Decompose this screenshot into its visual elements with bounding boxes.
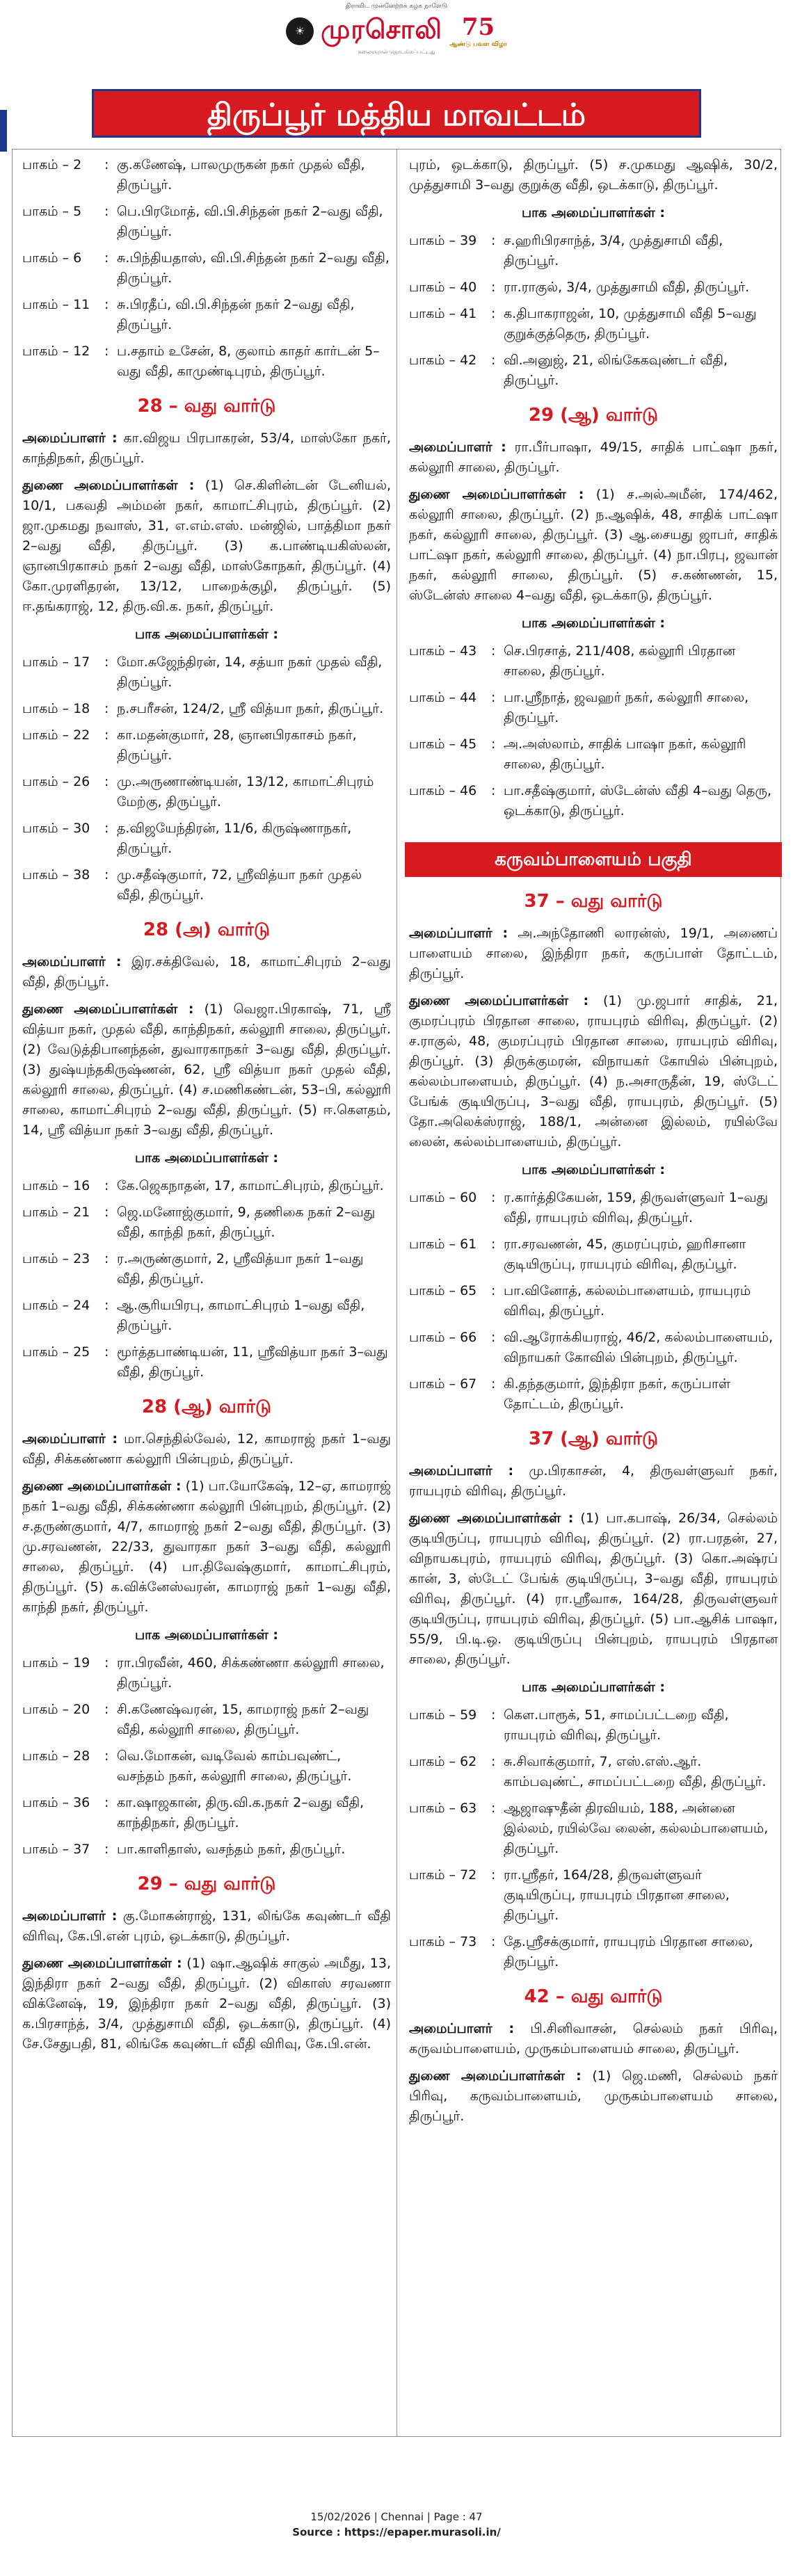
colon-separator: : <box>104 297 109 312</box>
booth-entry <box>409 781 778 821</box>
booth-label: பாகம் – 62 <box>409 1754 477 1769</box>
booth-label: பாகம் – 23 <box>22 1251 90 1266</box>
booth-entry <box>409 1188 778 1228</box>
organizer-paragraph <box>22 1476 391 1618</box>
colon-separator: : <box>491 1867 496 1883</box>
ward-heading: 37 (ஆ) வார்டு <box>528 1428 659 1449</box>
booth-label: பாகம் – 39 <box>409 233 477 248</box>
booth-organizer: அ.அஸ்லாம், சாதிக் பாஷா நகர், கல்லூரி சாலை, திருப்பூர். <box>504 736 746 772</box>
booth-label: பாகம் – 20 <box>22 1702 90 1717</box>
ward-heading: 28 – வது வார்டு <box>137 396 276 417</box>
booth-entry <box>22 1202 391 1243</box>
colon-separator: : <box>104 1748 109 1764</box>
booth-organizer: ரா.சரவணன், 45, குமரப்புரம், ஹரிசானா குடியிருப்பு, ராயபுரம் விரிவு, திருப்பூர். <box>504 1237 746 1272</box>
booth-label: பாகம் – 26 <box>22 774 90 789</box>
ward-heading: 37 – வது வார்டு <box>524 891 663 912</box>
booth-entry <box>22 1746 391 1787</box>
ward-heading: 28 (அ) வார்டு <box>143 919 271 940</box>
colon-separator: : <box>104 1205 109 1220</box>
booth-organizer: கே.ஜெகநாதன், 17, காமாட்சிபுரம், திருப்பூர். <box>117 1178 384 1193</box>
organizer-details: (1) வெஜா.பிரகாஷ், 71, ஸ்ரீ வித்யா நகர், முதல் வீதி, காந்திநகர், கல்லூரி சாலை, திருப்பூர். (2) வேடுத்திபானந்தன், துவாரகாநகர் 3–வது வீதி, திருப்பூர். (3) துஷ்யந்தகிருஷ்ணன், 62, ஸ்ரீ வித்யா நகர் முதல் வீதி, கல்லூரி சாலை, திருப்பூர். (4) ச.மணிகண்டன், 53–பி, கல்லூரி சாலை, காமாட்சிபுரம் 2–வது வீதி, திருப்பூர். (5) ஈ.கௌதம், 14, ஸ்ரீ வித்யா நகர் 3–வது வீதி, திருப்பூர். <box>22 1001 391 1138</box>
booth-entry <box>409 1705 778 1746</box>
booth-label: பாகம் – 17 <box>22 654 90 670</box>
jubilee-badge <box>449 13 507 49</box>
booth-organizer: செ.பிரசாத், 211/408, கல்லூரி பிரதான சாலை, திருப்பூர். <box>504 643 736 679</box>
booth-organizer: ரா.பிரவீன், 460, சிக்கண்ணா கல்லூரி சாலை, திருப்பூர். <box>117 1655 385 1691</box>
role-label: அமைப்பாளர் : <box>22 954 122 969</box>
organizer-paragraph <box>22 952 391 992</box>
colon-separator: : <box>104 774 109 789</box>
role-label: துணை அமைப்பாளர்கள் : <box>409 1511 574 1526</box>
logo-row <box>0 13 793 49</box>
booth-label: பாகம் – 28 <box>22 1748 90 1764</box>
organizer-details: (1) ச.அல்அமீன், 174/462, கல்லூரி சாலை, திருப்பூர். (2) ந.ஆஷிக், 48, சாதிக் பாட்ஷா நகர், கல்லூரி சாலை, திருப்பூர். (3) ஆ.சையது ஜாபர், சாதிக் பாட்ஷா நகர், கல்லூரி சாலை, திருப்பூர். (4) நா.பிரபு, ஜவான் நகர், கல்லூரி சாலை, திருப்பூர். (5) ச.கண்ணன், 15, ஸ்டேன்ஸ் சாலை 4–வது வீதி, ஒடக்காடு, திருப்பூர். <box>409 487 778 603</box>
booth-label: பாகம் – 46 <box>409 783 477 798</box>
booth-entry <box>409 351 778 391</box>
organizer-details: (1) பா.யோகேஷ், 12–ஏ, காமராஜ் நகர் 1–வது வீதி, சிக்கண்ணா கல்லூரி பின்புறம், திருப்பூர். (2) ச.தருண்குமார், 4/7, காமராஜ் நகர் 2–வது வீதி, திருப்பூர். (3) மு.சரவணன், 22/33, துவாரகா நகர் 3–வது வீதி, கல்லூரி சாலை, திருப்பூர். (4) பா.திவேஷ்குமார், காமாட்சிபுரம், திருப்பூர். (5) க.விக்னேஸ்வரன், காமராஜ் நகர் 1–வது வீதி, காந்தி நகர், திருப்பூர். <box>22 1479 391 1615</box>
colon-separator: : <box>491 1330 496 1345</box>
colon-separator: : <box>104 157 109 172</box>
booth-organizer: க.திபாகராஜன், 10, முத்துசாமி வீதி 5–வது குறுக்குத்தெரு, திருப்பூர். <box>504 306 757 341</box>
booth-label: பாகம் – 66 <box>409 1330 477 1345</box>
booth-label: பாகம் – 22 <box>22 727 90 743</box>
booth-entry <box>22 725 391 766</box>
booth-label: பாகம் – 30 <box>22 821 90 836</box>
booth-label: பாகம் – 67 <box>409 1376 477 1392</box>
role-label: துணை அமைப்பாளர்கள் : <box>22 1479 182 1494</box>
colon-separator: : <box>104 701 109 716</box>
booth-label: பாகம் – 60 <box>409 1190 477 1205</box>
booth-label: பாகம் – 25 <box>22 1344 90 1360</box>
ward-heading: 42 – வது வார்டு <box>524 1986 663 2007</box>
booth-organizer: வி.ஆரோக்கியராஜ், 46/2, கல்லம்பாளையம், விநாயகர் கோவில் பின்புறம், திருப்பூர். <box>504 1330 774 1365</box>
colon-separator: : <box>491 280 496 295</box>
role-label: அமைப்பாளர் : <box>22 1908 118 1924</box>
newspaper-logo: முரசொலி <box>321 13 443 45</box>
colon-separator: : <box>491 690 496 705</box>
booth-entry <box>409 231 778 271</box>
booth-label: பாகம் – 18 <box>22 701 90 716</box>
booth-entry <box>409 688 778 728</box>
booth-entry <box>22 1249 391 1289</box>
booth-organizers-subheading: பாக அமைப்பாளர்கள் : <box>521 1162 665 1177</box>
booth-organizer: ப.சதாம் உசேன், 8, குலாம் காதர் கார்டன் 5–வது வீதி, காமுண்டிபுரம், திருப்பூர். <box>117 344 380 379</box>
organizer-paragraph <box>409 1461 778 1502</box>
organizer-paragraph <box>22 476 391 617</box>
booth-organizer: சு.பிரதீப், வி.பி.சிந்தன் நகர் 2–வது வீதி, திருப்பூர். <box>117 297 355 332</box>
booth-organizer: மு.சதீஷ்குமார், 72, ஸ்ரீவித்யா நகர் முதல் வீதி, திருப்பூர். <box>117 867 362 903</box>
masthead-tagline: திராவிட முன்னேற்றக் கழக நாளேடு <box>345 3 448 10</box>
booth-entry <box>22 652 391 693</box>
booth-label: பாகம் – 40 <box>409 280 477 295</box>
booth-entry <box>409 1328 778 1368</box>
left-accent-bar <box>0 110 7 152</box>
colon-separator: : <box>491 306 496 321</box>
colon-separator: : <box>104 344 109 359</box>
booth-entry <box>409 641 778 682</box>
booth-entry <box>22 1840 391 1860</box>
role-label: துணை அமைப்பாளர்கள் : <box>409 993 589 1008</box>
booth-label: பாகம் – 72 <box>409 1867 477 1883</box>
colon-separator: : <box>104 1178 109 1193</box>
colon-separator: : <box>104 204 109 219</box>
booth-label: பாகம் – 61 <box>409 1237 477 1252</box>
booth-organizer: கா.ஷாஜகான், திரு.வி.க.நகர் 2–வது வீதி, காந்திநகர், திருப்பூர். <box>117 1795 365 1830</box>
booth-organizers-subheading: பாக அமைப்பாளர்கள் : <box>134 627 278 642</box>
booth-entry <box>22 772 391 812</box>
booth-organizer: ஜெ.மனோஜ்குமார், 9, தணிகை நகர் 2–வது வீதி, காந்தி நகர், திருப்பூர். <box>117 1205 376 1240</box>
booth-entry <box>22 699 391 719</box>
masthead-subtag: கலைஞரால் தொடங்கப்பட்டது <box>358 49 435 55</box>
booth-organizer: தே.ஸ்ரீசக்குமார், ராயபுரம் பிரதான சாலை, திருப்பூர். <box>504 1934 753 1970</box>
booth-organizer: பா.சதீஷ்குமார், ஸ்டேன்ஸ் வீதி 4–வது தெரு, ஒடக்காடு, திருப்பூர். <box>504 783 772 819</box>
booth-entry <box>409 1234 778 1275</box>
booth-organizer: பா.ஸ்ரீநாத், ஜவஹர் நகர், கல்லூரி சாலை, திருப்பூர். <box>504 690 749 725</box>
colon-separator: : <box>491 1754 496 1769</box>
booth-label: பாகம் – 65 <box>409 1283 477 1298</box>
organizer-details: புரம், ஒடக்காடு, திருப்பூர். (5) ச.முகமது ஆஷிக், 30/2, முத்துசாமி 3–வது குறுக்கு வீதி, ஒடக்காடு, திருப்பூர். <box>409 157 778 193</box>
organizer-paragraph <box>22 1429 391 1470</box>
colon-separator: : <box>491 1934 496 1949</box>
booth-organizer: பா.வினோத், கல்லம்பாளையம், ராயபுரம் விரிவு, திருப்பூர். <box>504 1283 751 1319</box>
role-label: அமைப்பாளர் : <box>22 1431 118 1447</box>
colon-separator: : <box>491 1376 496 1392</box>
booth-label: பாகம் – 21 <box>22 1205 90 1220</box>
booth-entry <box>409 1798 778 1859</box>
booth-entry <box>22 155 391 195</box>
booth-entry <box>409 1374 778 1415</box>
booth-organizers-subheading: பாக அமைப்பாளர்கள் : <box>521 205 665 220</box>
booth-organizer: சு.பிந்தியதாஸ், வி.பி.சிந்தன் நகர் 2–வது வீதி, திருப்பூர். <box>117 250 390 286</box>
organizer-details: மா.செந்தில்வேல், 12, காமராஜ் நகர் 1–வது வீதி, சிக்கண்ணா கல்லூரி பின்புறம், திருப்பூர். <box>22 1431 391 1467</box>
booth-organizer: ந.சபரீசன், 124/2, ஸ்ரீ வித்யா நகர், திருப்பூர். <box>117 701 384 716</box>
organizer-details: (1) ஜெ.மணி, செல்லம் நகர் பிரிவு, கருவம்பாளையம், முருகம்பாளையம் சாலை, திருப்பூர். <box>409 2068 778 2124</box>
booth-organizer: ஆஜாஷுதீன் திரவியம், 188, அன்னை இல்லம், ரயில்வே லைன், கல்லம்பாளையம், திருப்பூர். <box>504 1801 769 1856</box>
masthead <box>0 0 793 55</box>
jubilee-label: ஆண்டு பவள விழா <box>449 41 507 48</box>
booth-entry <box>409 734 778 775</box>
colon-separator: : <box>104 1795 109 1810</box>
organizer-paragraph <box>22 1954 391 2054</box>
booth-organizer: கி.தந்தகுமார், இந்திரா நகர், கருப்பாள் தோட்டம், திருப்பூர். <box>504 1376 731 1412</box>
booth-organizer: ஆ.சூரியபிரபு, காமாட்சிபுரம் 1–வது வீதி, திருப்பூர். <box>117 1298 365 1333</box>
ward-heading: 28 (ஆ) வார்டு <box>141 1396 272 1417</box>
booth-organizer: ரா.ஸ்ரீதர், 164/28, திருவள்ளுவர் குடியிருப்பு, ராயபுரம் பிரதான சாலை, திருப்பூர். <box>504 1867 730 1923</box>
booth-label: பாகம் – 41 <box>409 306 477 321</box>
organizer-paragraph <box>409 2066 778 2127</box>
booth-entry <box>409 304 778 344</box>
left-column <box>22 155 391 2061</box>
booth-organizers-subheading: பாக அமைப்பாளர்கள் : <box>521 1680 665 1695</box>
booth-entry <box>22 1700 391 1740</box>
organizer-details: மு.பிரகாசன், 4, திருவள்ளுவர் நகர், ராயபுரம் விரிவு, திருப்பூர். <box>409 1463 778 1499</box>
organizer-details: கு.மோகன்ராஜ், 131, லிங்கே கவுண்டர் வீதி விரிவு, கே.பி.என் புரம், ஒடக்காடு, திருப்பூர். <box>22 1908 392 1944</box>
role-label: அமைப்பாளர் : <box>409 440 506 455</box>
organizer-details: ரா.பீர்பாஷா, 49/15, சாதிக் பாட்ஷா நகர், கல்லூரி சாலை, திருப்பூர். <box>409 440 778 475</box>
booth-organizer: மு.அருணாண்டியன், 13/12, காமாட்சிபுரம் மேற்கு, திருப்பூர். <box>117 774 374 810</box>
organizer-paragraph <box>409 2019 778 2059</box>
role-label: துணை அமைப்பாளர்கள் : <box>409 2068 582 2084</box>
booth-entry <box>22 1176 391 1196</box>
booth-organizer: மூர்த்தபாண்டியன், 11, ஸ்ரீவித்யா நகர் 3–வது வீதி, திருப்பூர். <box>117 1344 388 1380</box>
ward-heading: 29 – வது வார்டு <box>137 1874 276 1894</box>
booth-entry <box>409 1752 778 1792</box>
booth-label: பாகம் – 6 <box>22 250 82 266</box>
booth-label: பாகம் – 37 <box>22 1842 90 1857</box>
colon-separator: : <box>491 1237 496 1252</box>
booth-organizer: பா.காளிதாஸ், வசந்தம் நகர், திருப்பூர். <box>117 1842 346 1857</box>
booth-label: பாகம் – 11 <box>22 297 90 312</box>
organizer-paragraph <box>409 155 778 195</box>
booth-organizer: த.விஜயேந்திரன், 11/6, கிருஷ்ணாநகர், திருப்பூர். <box>117 821 352 856</box>
colon-separator: : <box>491 736 496 752</box>
booth-label: பாகம் – 42 <box>409 353 477 368</box>
colon-separator: : <box>491 1283 496 1298</box>
organizer-details: அ.அந்தோணி லாரன்ஸ், 19/1, அணைப் பாளையம் சாலை, இந்திரா நகர், கருப்பாள் தோட்டம், திருப்பூர். <box>409 926 778 981</box>
organizer-paragraph <box>22 428 391 469</box>
organizer-details: இர.சக்திவேல், 18, காமாட்சிபுரம் 2–வது வீதி, திருப்பூர். <box>22 954 391 990</box>
booth-label: பாகம் – 2 <box>22 157 82 172</box>
booth-entry <box>22 1653 391 1693</box>
organizer-details: கா.விஜய பிரபாகரன், 53/4, மாஸ்கோ நகர், காந்திநகர், திருப்பூர். <box>22 430 391 466</box>
colon-separator: : <box>491 1190 496 1205</box>
booth-organizer: வெ.மோகன், வடிவேல் காம்பவுண்ட், வசந்தம் நகர், கல்லூரி சாலை, திருப்பூர். <box>117 1748 352 1784</box>
booth-entry <box>22 1342 391 1383</box>
booth-label: பாகம் – 19 <box>22 1655 90 1671</box>
booth-organizers-subheading: பாக அமைப்பாளர்கள் : <box>134 1150 278 1166</box>
booth-entry <box>22 1793 391 1833</box>
role-label: அமைப்பாளர் : <box>22 430 118 446</box>
booth-organizer: சி.கணேஷ்வரன், 15, காமராஜ் நகர் 2–வது வீதி, கல்லூரி சாலை, திருப்பூர். <box>117 1702 369 1737</box>
role-label: துணை அமைப்பாளர்கள் : <box>22 1956 182 1971</box>
booth-label: பாகம் – 5 <box>22 204 82 219</box>
colon-separator: : <box>104 1702 109 1717</box>
role-label: துணை அமைப்பாளர்கள் : <box>22 478 195 493</box>
area-section-heading: கருவம்பாளையம் பகுதி <box>405 842 782 877</box>
role-label: துணை அமைப்பாளர்கள் : <box>409 487 584 502</box>
booth-label: பாகம் – 43 <box>409 643 477 659</box>
colon-separator: : <box>491 353 496 368</box>
right-column <box>409 155 778 2134</box>
colon-separator: : <box>104 1298 109 1313</box>
colon-separator: : <box>104 250 109 266</box>
booth-entry <box>22 819 391 859</box>
role-label: அமைப்பாளர் : <box>409 2021 515 2036</box>
colon-separator: : <box>491 1801 496 1816</box>
booth-organizer: கௌ.பாரூக், 51, சாமப்பட்டறை வீதி, ராயபுரம் விரிவு, திருப்பூர். <box>504 1707 729 1743</box>
booth-label: பாகம் – 38 <box>22 867 90 883</box>
colon-separator: : <box>104 727 109 743</box>
booth-entry <box>409 277 778 298</box>
booth-entry <box>22 341 391 382</box>
booth-entry <box>22 248 391 289</box>
booth-label: பாகம் – 24 <box>22 1298 90 1313</box>
booth-label: பாகம் – 36 <box>22 1795 90 1810</box>
footer-source-link[interactable]: Source : https://epaper.murasoli.in/ <box>292 2526 501 2538</box>
organizer-details: பி.சினிவாசன், செல்லம் நகர் பிரிவு, கருவம்பாளையம், முருகம்பாளையம் சாலை, திருப்பூர். <box>409 2021 778 2056</box>
article-body <box>12 149 781 2437</box>
page-title: திருப்பூர் மத்திய மாவட்டம் <box>92 89 701 138</box>
jubilee-number: 75 <box>461 13 495 41</box>
colon-separator: : <box>104 654 109 670</box>
booth-label: பாகம் – 63 <box>409 1801 477 1816</box>
booth-label: பாகம் – 12 <box>22 344 90 359</box>
booth-entry <box>409 1865 778 1926</box>
colon-separator: : <box>491 233 496 248</box>
booth-organizer: ர.கார்த்திகேயன், 159, திருவள்ளுவர் 1–வது வீதி, ராயபுரம் விரிவு, திருப்பூர். <box>504 1190 768 1225</box>
organizer-paragraph <box>409 991 778 1152</box>
booth-organizer: கு.கணேஷ், பாலமுருகன் நகர் முதல் வீதி, திருப்பூர். <box>117 157 365 193</box>
colon-separator: : <box>491 643 496 659</box>
colon-separator: : <box>104 1842 109 1857</box>
footer-date-page: 15/02/2026 | Chennai | Page : 47 <box>310 2511 483 2523</box>
booth-organizer: ர.அருண்குமார், 2, ஸ்ரீவித்யா நகர் 1–வது வீதி, திருப்பூர். <box>117 1251 364 1287</box>
booth-organizer: ரா.ராகுல், 3/4, முத்துசாமி வீதி, திருப்பூர். <box>504 280 750 295</box>
ward-heading: 29 (ஆ) வார்டு <box>528 405 659 426</box>
role-label: துணை அமைப்பாளர்கள் : <box>22 1001 194 1017</box>
booth-entry <box>22 295 391 335</box>
booth-organizer: பெ.பிரமோத், வி.பி.சிந்தன் நகர் 2–வது வீதி, திருப்பூர். <box>117 204 383 239</box>
role-label: அமைப்பாளர் : <box>409 1463 514 1479</box>
booth-organizer: சு.சிவாக்குமார், 7, எஸ்.எஸ்.ஆர். காம்பவுண்ட், சாமப்பட்டறை வீதி, திருப்பூர். <box>504 1754 767 1789</box>
organizer-paragraph <box>22 1906 391 1947</box>
booth-entry <box>22 1296 391 1336</box>
booth-entry <box>22 202 391 242</box>
colon-separator: : <box>104 1251 109 1266</box>
organizer-details: (1) ஷா.ஆஷிக் சாகுல் அமீது, 13, இந்திரா நகர் 2–வது வீதி, திருப்பூர். (2) விகாஸ் சரவணா விக்னேஷ், 19, இந்திரா நகர் 2–வது வீதி, திருப்பூர். (3) க.பிரசாந்த், 3/4, முத்துசாமி வீதி, ஒடக்காடு, திருப்பூர். (4) சே.சேதுபதி, 81, லிங்கே கவுண்டர் வீதி விரிவு, கே.பி.என். <box>22 1956 391 2052</box>
organizer-details: (1) மு.ஜபார் சாதிக், 21, குமரப்புரம் பிரதான சாலை, ராயபுரம் விரிவு, திருப்பூர். (2) ச.ராகுல், 48, குமரப்புரம் பிரதான சாலை, ராயபுரம் விரிவு, திருப்பூர். (3) திருக்குமரன், விநாயகர் கோயில் பின்புறம், கல்லம்பாளையம், திருப்பூர். (4) ந.அசாருதீன், 19, ஸ்டேட் பேங்க் குடியிருப்பு, 3–வது வீதி, ராயபுரம், திருப்பூர். (5) தோ.அலெக்ஸ்ராஜ், 188/1, அன்னை இல்லம், ரயில்வே லைன், கல்லம்பாளையம், திருப்பூர். <box>409 993 778 1150</box>
booth-organizer: ச.ஹரிபிரசாந்த், 3/4, முத்துசாமி வீதி, திருப்பூர். <box>504 233 723 268</box>
booth-entry <box>409 1932 778 1972</box>
colon-separator: : <box>104 1344 109 1360</box>
page-footer <box>0 2509 793 2540</box>
colon-separator: : <box>104 821 109 836</box>
organizer-paragraph <box>409 485 778 606</box>
booth-organizers-subheading: பாக அமைப்பாளர்கள் : <box>134 1627 278 1643</box>
booth-label: பாகம் – 73 <box>409 1934 477 1949</box>
booth-organizers-subheading: பாக அமைப்பாளர்கள் : <box>521 615 665 631</box>
booth-entry <box>409 1281 778 1321</box>
colon-separator: : <box>491 1707 496 1723</box>
role-label: அமைப்பாளர் : <box>409 926 508 941</box>
booth-entry <box>22 865 391 905</box>
booth-organizer: மோ.சுஜேந்திரன், 14, சத்யா நகர் முதல் வீதி, திருப்பூர். <box>117 654 383 690</box>
booth-label: பாகம் – 59 <box>409 1707 477 1723</box>
organizer-paragraph <box>409 924 778 984</box>
booth-organizer: கா.மதன்குமார், 28, ஞானபிரகாசம் நகர், திருப்பூர். <box>117 727 357 763</box>
organizer-paragraph <box>22 999 391 1141</box>
booth-label: பாகம் – 44 <box>409 690 477 705</box>
party-emblem-icon: ☀ <box>286 17 314 45</box>
colon-separator: : <box>104 867 109 883</box>
organizer-details: (1) செ.கிளின்டன் டேனியல், 10/1, பகவதி அம்மன் நகர், காமாட்சிபுரம், திருப்பூர். (2) ஜா.முகமது நவாஸ், 31, எ.எம்.எஸ். மன்ஜில், பாத்திமா நகர் 2–வது வீதி, திருப்பூர். (3) க.பாண்டியகிஸ்லன், ஞானபிரகாசம் நகர் 2–வது வீதி, மாஸ்கோநகர், திருப்பூர். (4) கோ.முரளிதரன், 13/12, பாறைக்குழி, திருப்பூர். (5) ஈ.தங்கராஜ், 12, திரு.வி.க. நகர், திருப்பூர். <box>22 478 392 614</box>
organizer-paragraph <box>409 437 778 478</box>
booth-label: பாகம் – 16 <box>22 1178 90 1193</box>
organizer-paragraph <box>409 1508 778 1670</box>
booth-label: பாகம் – 45 <box>409 736 477 752</box>
booth-organizer: வி.அனுஜ், 21, லிங்கேகவுண்டர் வீதி, திருப்பூர். <box>504 353 728 388</box>
colon-separator: : <box>491 783 496 798</box>
colon-separator: : <box>104 1655 109 1671</box>
organizer-details: (1) பா.கபாஷ், 26/34, செல்லம் குடியிருப்பு, ராயபுரம் விரிவு, திருப்பூர். (2) ரா.பரதன், 27, விநாயகபுரம், ராயபுரம் விரிவு, திருப்பூர். (3) கொ.அஷ்ரப் கான், 3, ஸ்டேட் பேங்க் குடியிருப்பு, 3–வது வீதி, ராயபுரம் விரிவு, திருப்பூர். (4) ரா.ஸ்ரீவாசு, 164/28, திருவள்ளுவர் குடியிருப்பு, ராயபுரம் விரிவு, திருப்பூர். (5) பா.ஆசிக் பாஷா, 55/9, பி.டி.ஒ. குடியிருப்பு பின்புறம், ராயபுரம் பிரதான சாலை, திருப்பூர். <box>409 1511 778 1667</box>
